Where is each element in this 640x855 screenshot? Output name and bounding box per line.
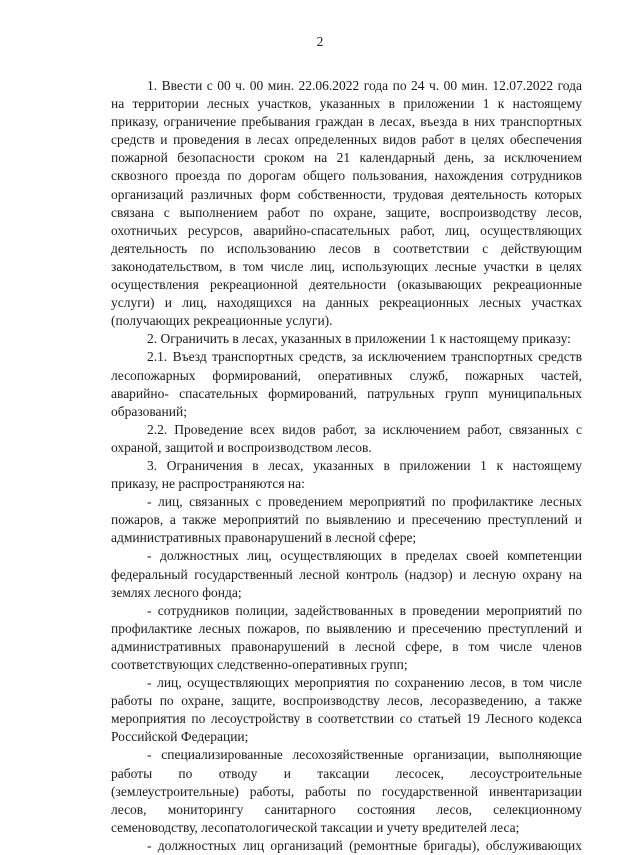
text-line: приказу, не распространяются на:	[111, 476, 305, 492]
text-line: Российской Федерации;	[111, 729, 249, 745]
text-line: - лиц, связанных с проведением мероприятий по профилактике лесных	[147, 494, 582, 510]
text-line: пожаров, а также мероприятий по выявлению и пресечению преступлений и	[111, 512, 582, 528]
text-line: 3. Ограничения в лесах, указанных в приложении 1 к настоящему	[147, 457, 582, 473]
text-line: профилактике лесных пожаров, по выявлению и пресечению преступлений и	[111, 620, 582, 636]
text-line: пожарной безопасности сроком на 21 календарный день, за исключением	[111, 150, 582, 166]
text-line: 1. Ввести с 00 ч. 00 мин. 22.06.2022 года по 24 ч. 00 мин. 12.07.2022 года	[147, 78, 582, 93]
text-line: 2. Ограничить в лесах, указанных в приложении 1 к настоящему приказу:	[147, 331, 571, 347]
text-line: 2.2. Проведение всех видов работ, за исключением работ, связанных с	[147, 421, 582, 437]
text-line: на территории лесных участков, указанных в приложении 1 к настоящему	[111, 96, 582, 112]
text-line: аварийно- спасательных формирований, патрульных групп муниципальных	[111, 385, 582, 401]
text-line: приказу, ограничение пребывания граждан в лесах, въезда в них транспортных	[111, 114, 582, 130]
text-line: (землеустроительные) работы, работы по государственной инвентаризации	[111, 783, 582, 799]
text-line: работы по охране, защите, воспроизводству лесов, лесоразведению, а также	[111, 693, 582, 709]
text-line: 2.1. Въезд транспортных средств, за исключением транспортных средств	[147, 349, 582, 365]
text-line: административных правонарушений в лесной сфере;	[111, 530, 417, 546]
page-number: 2	[316, 34, 324, 49]
text-line: связана с выполнением работ по охране, защите, воспроизводству лесов,	[111, 204, 582, 220]
text-line: федеральный государственный лесной контроль (надзор) и лесную охрану на	[111, 566, 582, 582]
text-line: - должностных лиц организаций (ремонтные бригады), обслуживающих	[147, 837, 582, 853]
text-line: организаций различных форм собственности, трудовая деятельность которых	[111, 186, 582, 202]
text-line: землях лесного фонда;	[111, 584, 242, 600]
text-line: - специализированные лесохозяйственные организации, выполняющие	[147, 747, 582, 763]
text-line: работы по отводу и таксации лесосек, лесоустроительные	[111, 765, 582, 781]
text-line: охотничьих ресурсов, аварийно-спасательных работ, лиц, осуществляющих	[111, 222, 582, 238]
text-line: сквозного проезда по дорогам общего пользования, нахождения сотрудников	[111, 168, 582, 184]
text-line: услуги) и лиц, находящихся на данных рекреационных лесных участках	[111, 295, 582, 311]
text-line: (получающих рекреационные услуги).	[111, 313, 333, 329]
text-line: охраной, защитой и воспроизводством лесов.	[111, 439, 372, 455]
text-line: семеноводству, лесопатологической таксации и учету вредителей леса;	[111, 819, 520, 835]
text-line: соответствующих следственно-оперативных групп;	[111, 657, 408, 672]
text-line: лесопожарных формирований, оперативных служб, пожарных частей,	[111, 367, 582, 383]
text-line: законодательством, в том числе лиц, использующих лесные участки в целях	[111, 258, 582, 274]
text-line: - сотрудников полиции, задействованных в проведении мероприятий по	[147, 602, 582, 618]
text-line: - должностных лиц, осуществляющих в пределах своей компетенции	[147, 548, 582, 564]
text-line: деятельность по использованию лесов в соответствии с действующим	[111, 240, 582, 256]
text-line: средств и проведения в лесах определенных видов работ в целях обеспечения	[111, 132, 582, 148]
text-line: лесов, мониторингу санитарного состояния лесов, селекционному	[111, 801, 582, 817]
order-text	[111, 77, 582, 855]
text-line: административных правонарушений в лесной сфере, в том числе членов	[111, 638, 582, 654]
text-line: образований;	[111, 403, 187, 419]
text-line: осуществления рекреационной деятельности (оказывающих рекреационные	[111, 277, 582, 293]
text-line: мероприятия по лесоустройству в соответствии со статьей 19 Лесного кодекса	[111, 711, 582, 727]
text-line: - лиц, осуществляющих мероприятия по сохранению лесов, в том числе	[147, 675, 582, 691]
